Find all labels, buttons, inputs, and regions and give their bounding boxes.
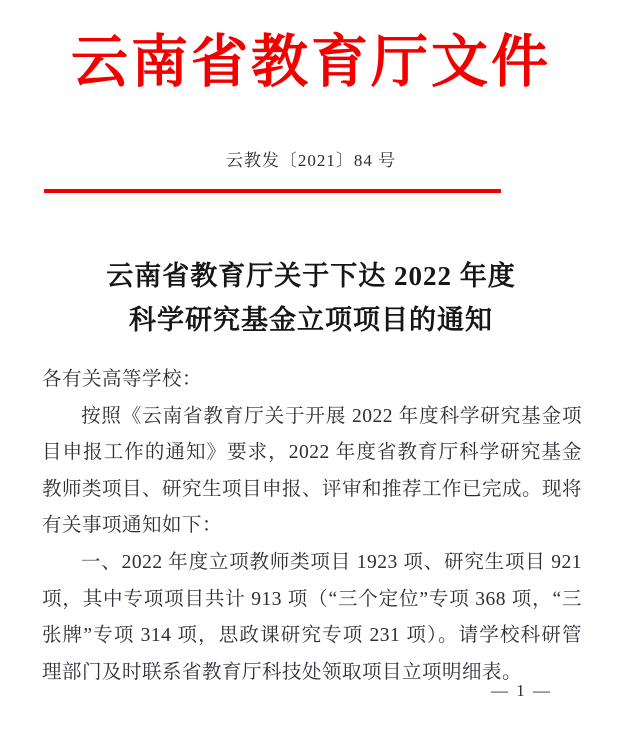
notice-title xyxy=(0,254,622,342)
document-number: 云教发〔2021〕84 号 xyxy=(225,151,397,170)
page-number: — 1 — xyxy=(491,681,552,700)
salutation: 各有关高等学校： xyxy=(42,369,203,390)
red-divider-line xyxy=(44,189,501,193)
red-header-org-title: 云南省教育厅文件 xyxy=(71,31,551,94)
document-body xyxy=(42,362,582,691)
notice-title-line1: 云南省教育厅关于下达 2022 年度 xyxy=(106,261,516,291)
body-paragraph-2: 一、2022 年度立项教师类项目 1923 项、研究生项目 921 项，其中专项项目共计 913 项（“三个定位”专项 368 项，“三张牌”专项 314 项，思政课研究专项 231 项）。请学校科研管理部门及时联系省教育厅科技处领取项目立项明细表。 xyxy=(42,551,582,683)
body-paragraph-1: 按照《云南省教育厅关于开展 2022 年度科学研究基金项目申报工作的通知》要求，2022 年度省教育厅科学研究基金教师类项目、研究生项目申报、评审和推荐工作已完成。现将有关事项通知如下： xyxy=(42,405,583,537)
notice-title-line2: 科学研究基金立项项目的通知 xyxy=(129,305,493,335)
